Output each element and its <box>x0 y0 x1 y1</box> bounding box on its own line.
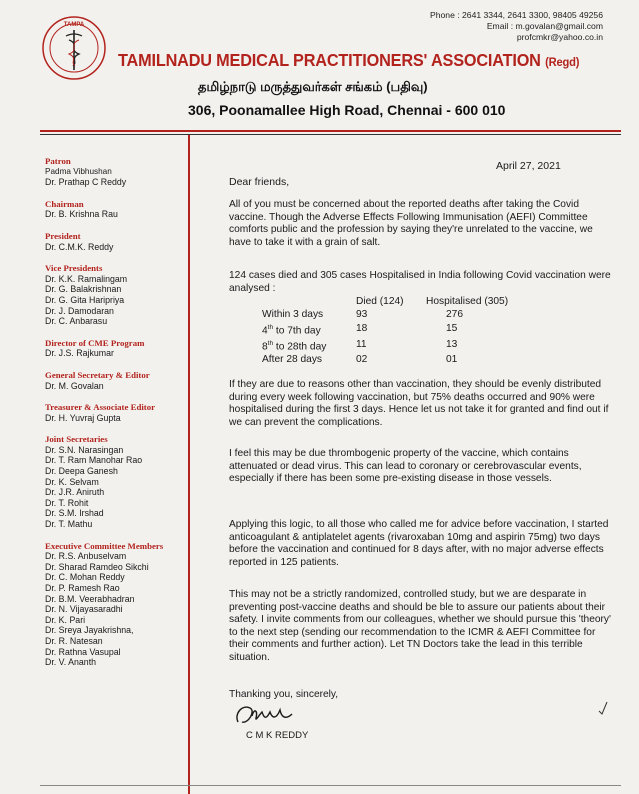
hosp-value: 15 <box>446 323 458 335</box>
section-title: Patron <box>45 156 71 166</box>
logo-text: TAMPA <box>63 22 85 28</box>
member-name: Dr. C. Mohan Reddy <box>45 572 125 583</box>
member-name: Dr. C.M.K. Reddy <box>45 241 114 252</box>
member-name: Dr. T. Ram Manohar Rao <box>45 455 143 466</box>
member-name: Dr. J. Damodaran <box>45 305 114 316</box>
hosp-value: 01 <box>446 353 458 365</box>
sidebar-section <box>45 156 185 188</box>
member-name: Dr. V. Ananth <box>45 657 97 668</box>
org-name-text: TAMILNADU MEDICAL PRACTITIONERS' ASSOCIATION <box>118 50 541 70</box>
salutation: Dear friends, <box>229 176 290 188</box>
member-name: Dr. T. Rohit <box>45 497 89 508</box>
member-name: Dr. P. Ramesh Rao <box>45 583 120 593</box>
footer-divider <box>40 785 621 786</box>
member-name: Dr. G. Gita Haripriya <box>45 294 125 305</box>
header-divider-thin <box>40 134 621 135</box>
col-died-header: Died (124) <box>356 296 404 307</box>
tampa-logo <box>40 14 108 82</box>
section-title: Vice Presidents <box>45 263 103 274</box>
sidebar-section <box>45 541 185 668</box>
section-title: General Secretary & Editor <box>45 369 150 380</box>
section-title: President <box>45 230 81 241</box>
signoff: Thanking you, sincerely, <box>229 689 339 700</box>
phone-line: Phone : 2641 3344, 2641 3300, 98405 49256 <box>430 10 603 20</box>
member-name: Dr. Sreya Jayakrishna, <box>45 625 134 636</box>
sidebar-section <box>45 370 185 391</box>
table-row <box>262 322 526 338</box>
member-name: Dr. Prathap C Reddy <box>45 177 127 188</box>
table-row <box>262 354 526 367</box>
member-name: Dr. Sharad Ramdeo Sikchi <box>45 561 149 572</box>
member-name: Dr. K.K. Ramalingam <box>45 273 128 284</box>
regd-label: (Regd) <box>545 55 580 69</box>
member-name: Dr. Rathna Vasupal <box>45 646 121 657</box>
col-hosp-header: Hospitalised (305) <box>426 296 509 307</box>
section-title: Chairman <box>45 198 84 209</box>
paragraph-3: I feel this may be due thrombogenic property of the vaccine, which contains attenuated or dead virus. This can lead to coronary or cerebrovascular events, especially if there has been some pre-existing disease in those vessels. <box>229 448 582 485</box>
died-value: 02 <box>356 353 368 365</box>
member-name: Dr. N. Vijayasaradhi <box>45 604 123 615</box>
paragraph-5: This may not be a strictly randomized, controlled study, but we are desparate in preventing post-vaccine deaths and should be ble to assure our patients about their safety. I invite comments from our colleagues, whether we should pursue this 'theory' to the next step (sending our recommendation to the ICMR & AEFI Committee for their comments and further action). Let TN Doctors take the lead in this terrible situation. <box>229 589 611 663</box>
hosp-value: 276 <box>446 308 463 320</box>
member-name: Dr. Deepa Ganesh <box>45 466 118 477</box>
member-name: Padma Vibhushan <box>45 166 112 176</box>
letter-date: April 27, 2021 <box>496 160 561 172</box>
section-title: Director of CME Program <box>45 337 145 348</box>
member-name: Dr. J.R. Aniruth <box>45 487 105 498</box>
member-name: Dr. M. Govalan <box>45 380 104 391</box>
email-line: Email : m.govalan@gmail.com <box>486 21 603 31</box>
row-label: After 28 days <box>262 353 323 365</box>
org-name-tamil: தமிழ்நாடு மருத்துவர்கள் சங்கம் (பதிவு) <box>198 79 428 94</box>
sidebar-section <box>45 338 185 359</box>
row-label: 4th to 7th day <box>262 323 321 336</box>
sidebar-section <box>45 231 185 252</box>
hosp-value: 13 <box>446 339 458 351</box>
member-name: Dr. G. Balakrishnan <box>45 284 122 295</box>
died-value: 11 <box>356 339 367 351</box>
member-name: Dr. T. Mathu <box>45 519 93 530</box>
org-name <box>118 50 579 71</box>
stats-intro: 124 cases died and 305 cases Hospitalised in India following Covid vaccination were analysed : <box>229 270 611 294</box>
member-name: Dr. H. Yuvraj Gupta <box>45 412 121 423</box>
section-title: Treasurer & Associate Editor <box>45 402 156 413</box>
table-row <box>262 309 526 322</box>
member-name: Dr. K. Pari <box>45 614 86 625</box>
member-name: Dr. R. Natesan <box>45 635 103 646</box>
cases-table <box>262 296 526 367</box>
member-name: Dr. C. Anbarasu <box>45 316 108 327</box>
header-divider <box>40 130 621 132</box>
section-title: Joint Secretaries <box>45 434 108 445</box>
member-name: Dr. J.S. Rajkumar <box>45 348 114 359</box>
died-value: 93 <box>356 308 368 320</box>
row-label: 8th to 28th day <box>262 339 327 353</box>
sidebar-section <box>45 434 185 529</box>
paragraph-1: All of you must be concerned about the reported deaths after taking the Covid vaccine. Though the Adverse Effects Following Immunisation (AEFI) Committee comforts public and the profession by saying they're unrelated to the vaccine, we have to take it with a grain of salt. <box>229 199 593 248</box>
signature-icon <box>232 700 312 730</box>
section-title: Executive Committee Members <box>45 540 164 551</box>
member-name: Dr. S.M. Irshad <box>45 508 104 519</box>
sidebar-section <box>45 263 185 327</box>
table-row <box>262 338 526 354</box>
email-line-2: profcmkr@yahoo.co.in <box>516 32 603 42</box>
member-name: Dr. R.S. Anbuselvam <box>45 551 127 562</box>
org-address: 306, Poonamallee High Road, Chennai - 600 010 <box>188 102 506 118</box>
paragraph-2: If they are due to reasons other than vaccination, they should be evenly distributed during every week following vaccination, but 75% deaths occurred and 90% were hospitalised during the first 3 days. Hence let us not take it for granted and find out if we can prevent the complications. <box>229 379 609 428</box>
member-name: Dr. B.M. Veerabhadran <box>45 593 135 604</box>
row-label: Within 3 days <box>262 308 324 320</box>
sidebar-divider <box>188 135 190 794</box>
member-name: Dr. S.N. Narasingan <box>45 444 124 455</box>
sidebar-section <box>45 402 185 423</box>
office-bearers-sidebar <box>45 156 185 679</box>
member-name: Dr. K. Selvam <box>45 476 99 487</box>
died-value: 18 <box>356 323 368 335</box>
member-name: Dr. B. Krishna Rau <box>45 209 118 220</box>
table-header-row <box>262 296 526 309</box>
sidebar-section <box>45 199 185 220</box>
checkmark-icon <box>598 701 608 715</box>
contact-block <box>430 10 603 43</box>
signer-name: C M K REDDY <box>246 730 309 741</box>
paragraph-4: Applying this logic, to all those who called me for advice before vaccination, I started anticoagulant & antiplatelet agents (rivaroxaban 10mg and aspirin 75mg) two days before the vaccination and continued for 8 days after, with no major adverse effects reported in 125 patients. <box>229 519 609 568</box>
